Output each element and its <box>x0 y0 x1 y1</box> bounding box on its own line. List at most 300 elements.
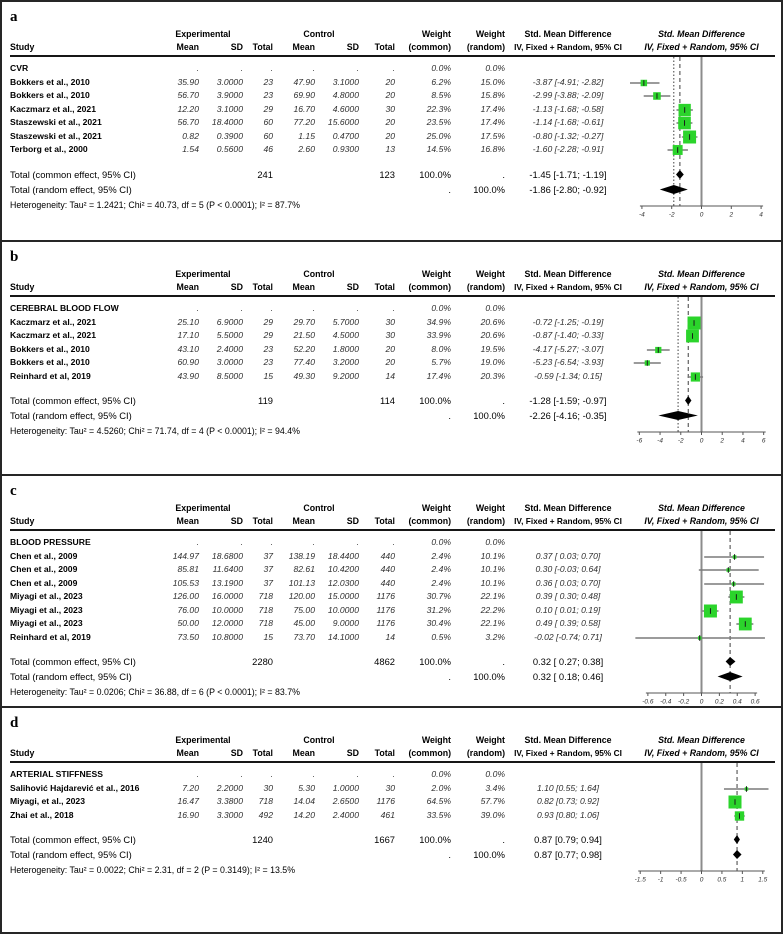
exp-sd: 2.2000 <box>216 782 243 793</box>
weight-common-header: Weight <box>421 503 451 513</box>
ctrl-mean: 82.61 <box>293 564 315 574</box>
total-smd-value: -1.28 [-1.59; -0.97] <box>529 395 607 406</box>
exp-total-header: Total <box>252 516 273 526</box>
exp-sd: 11.6400 <box>212 564 243 574</box>
ctrl-mean: 1.15 <box>298 130 315 141</box>
weight-random: 20.6% <box>480 330 505 340</box>
blank-dot: . <box>312 63 315 73</box>
total-smd-value: -1.45 [-1.71; -1.19] <box>529 168 607 180</box>
panel-label: b <box>10 249 19 265</box>
exp-mean-header: Mean <box>176 748 199 758</box>
exp-sd-header: SD <box>230 42 243 52</box>
blank-dot: . <box>356 63 359 73</box>
study-row <box>10 76 775 90</box>
ctrl-mean-header: Mean <box>292 516 315 526</box>
exp-total: 60 <box>263 130 273 141</box>
ctrl-sd: 10.0000 <box>327 604 359 615</box>
subgroup-row <box>10 536 775 550</box>
axis-tick-label: 1.5 <box>758 876 768 884</box>
ctrl-mean: 45.00 <box>293 618 315 628</box>
subgroup-weight-random: 0.0% <box>485 303 505 313</box>
panel-label: d <box>10 715 19 731</box>
table-body <box>10 302 775 436</box>
axis-tick-label: -4 <box>639 211 645 219</box>
subgroup-row <box>10 62 775 76</box>
plot-cell <box>628 316 775 330</box>
exp-mean: 126.00 <box>172 591 199 601</box>
ctrl-mean: 49.30 <box>293 370 315 381</box>
total-random-row <box>10 408 775 423</box>
total-weight-common: . <box>448 410 451 421</box>
total-smd-value: 0.32 [ 0.27; 0.38] <box>532 656 604 667</box>
exp-sd-header: SD <box>230 748 243 758</box>
plot-cell <box>628 550 775 564</box>
exp-total: 15 <box>263 631 273 642</box>
axis-tick-label: -1.5 <box>634 876 646 884</box>
weight-common: 2.4% <box>431 577 451 588</box>
axis-tick-label: 4 <box>741 437 745 445</box>
blank-dot: . <box>196 769 199 779</box>
blank-dot: . <box>240 303 243 313</box>
exp-sd: 0.5600 <box>216 144 243 154</box>
axis-tick-label: -0.5 <box>675 876 687 884</box>
ctrl-total: 20 <box>385 130 395 141</box>
exp-mean-header: Mean <box>176 282 199 292</box>
study-row <box>10 316 775 330</box>
weight-random: 22.2% <box>480 604 505 615</box>
study-row <box>10 809 775 823</box>
ctrl-total: 20 <box>385 90 395 100</box>
exp-sd: 12.0000 <box>211 618 243 628</box>
total-weight-common: 100.0% <box>419 168 451 180</box>
exp-total: 29 <box>263 330 273 340</box>
control-group-header: Control <box>303 735 335 745</box>
weight-common: 30.4% <box>426 618 451 628</box>
axis-tick-label: 0.5 <box>717 876 727 884</box>
exp-mean: 56.70 <box>177 90 199 100</box>
ctrl-total: 30 <box>385 782 395 793</box>
gap <box>10 157 775 167</box>
total-exp-n <box>246 669 276 684</box>
ctrl-sd: 4.5000 <box>332 330 359 340</box>
study-name: Chen et al., 2009 <box>10 550 78 561</box>
ctrl-total: 30 <box>385 330 395 340</box>
blank-dot: . <box>270 537 273 547</box>
ctrl-sd: 3.1000 <box>332 76 359 87</box>
weight-random-sub-header: (random) <box>466 282 505 292</box>
subgroup-weight-random: 0.0% <box>485 63 505 73</box>
weight-random: 57.7% <box>480 796 505 806</box>
smd-header-line2: IV, Fixed + Random, 95% CI <box>514 42 622 52</box>
weight-common: 34.9% <box>426 316 451 327</box>
smd-value: 1.10 [0.55; 1.64] <box>536 782 600 793</box>
weight-random: 20.6% <box>480 316 505 327</box>
weight-random: 16.8% <box>480 144 505 154</box>
blank-dot: . <box>240 769 243 779</box>
subgroup-row <box>10 768 775 782</box>
exp-total: 37 <box>263 577 273 588</box>
weight-random-header: Weight <box>475 269 505 279</box>
total-label: Total (random effect, 95% CI) <box>10 849 132 860</box>
total-label: Total (random effect, 95% CI) <box>10 671 132 682</box>
exp-total: 492 <box>258 809 273 820</box>
study-name: Zhai et al., 2018 <box>10 809 74 820</box>
blank-dot: . <box>392 537 395 547</box>
exp-total: 718 <box>258 796 273 806</box>
smd-header-line2: IV, Fixed + Random, 95% CI <box>514 282 622 292</box>
weight-random-sub-header: (random) <box>466 42 505 52</box>
exp-total: 37 <box>263 564 273 574</box>
weight-common: 2.0% <box>431 782 451 793</box>
weight-random-sub-header: (random) <box>466 748 505 758</box>
plot-header-line1: Std. Mean Difference <box>658 269 745 279</box>
total-smd-value: -2.26 [-4.16; -0.35] <box>529 410 607 421</box>
study-row <box>10 590 775 604</box>
ctrl-sd: 12.0300 <box>327 577 359 588</box>
control-group-header: Control <box>303 269 335 279</box>
axis-tick-label: -2 <box>668 211 675 219</box>
ctrl-total: 1176 <box>376 604 395 615</box>
study-col-header: Study <box>10 516 35 526</box>
axis-tick-label: -6 <box>636 437 643 445</box>
total-weight-common: 100.0% <box>419 395 451 406</box>
weight-common: 8.0% <box>431 343 451 354</box>
study-row <box>10 370 775 384</box>
table-body <box>10 536 775 697</box>
weight-common-sub-header: (common) <box>408 42 451 52</box>
total-common-row <box>10 654 775 669</box>
axis-tick-label: 6 <box>761 437 766 445</box>
weight-common: 30.7% <box>426 591 451 601</box>
exp-mean: 35.90 <box>177 76 199 87</box>
weight-random: 17.5% <box>480 130 505 141</box>
ctrl-sd: 3.2000 <box>332 357 359 367</box>
plot-cell <box>628 103 775 117</box>
study-row <box>10 116 775 130</box>
total-exp-n <box>246 182 276 197</box>
smd-value: -0.72 [-1.25; -0.19] <box>532 316 604 327</box>
gap <box>10 383 775 393</box>
axis-tick-label: 1 <box>740 876 745 884</box>
plot-cell <box>628 617 775 631</box>
total-ctrl-n <box>362 182 398 197</box>
weight-common: 33.9% <box>426 330 451 340</box>
exp-total-header: Total <box>252 748 273 758</box>
ctrl-total: 20 <box>385 76 395 87</box>
column-header <box>10 734 775 760</box>
total-label: Total (random effect, 95% CI) <box>10 410 132 421</box>
exp-mean: 50.00 <box>177 618 199 628</box>
smd-value: 0.36 [ 0.03; 0.70] <box>535 577 601 588</box>
exp-total: 718 <box>258 604 273 615</box>
axis-tick-label: -0.2 <box>678 698 690 706</box>
plot-cell <box>628 130 775 144</box>
ctrl-sd: 0.9300 <box>332 144 359 154</box>
smd-value: 0.30 [-0.03; 0.64] <box>535 564 601 574</box>
plot-cell <box>628 116 775 130</box>
exp-sd: 13.1900 <box>211 577 243 588</box>
plot-header-line2: IV, Fixed + Random, 95% CI <box>644 282 759 292</box>
exp-total: 37 <box>263 550 273 561</box>
smd-value: -5.23 [-6.54; -3.93] <box>532 357 604 367</box>
smd-value: -2.99 [-3.88; -2.09] <box>532 90 604 100</box>
smd-value: -0.59 [-1.34; 0.15] <box>534 370 602 381</box>
study-name: Kaczmarz et al., 2021 <box>10 330 96 340</box>
total-ctrl-n <box>362 408 398 423</box>
weight-common-header: Weight <box>421 735 451 745</box>
ctrl-mean: 77.40 <box>293 357 315 367</box>
total-smd-value: -1.86 [-2.80; -0.92] <box>529 183 607 195</box>
subgroup-weight-common: 0.0% <box>431 63 451 73</box>
study-name: Miyagi, et al., 2023 <box>10 796 85 806</box>
subgroup-weight-random: 0.0% <box>485 769 505 779</box>
exp-sd: 10.8000 <box>211 631 243 642</box>
ctrl-mean: 14.20 <box>293 809 315 820</box>
plot-header-line1: Std. Mean Difference <box>658 503 745 513</box>
study-row <box>10 89 775 103</box>
study-name: Miyagi et al., 2023 <box>10 618 83 628</box>
exp-total: 23 <box>263 76 273 87</box>
total-weight-common: 100.0% <box>419 656 451 667</box>
ctrl-mean-header: Mean <box>292 748 315 758</box>
ctrl-sd: 15.6000 <box>327 117 359 127</box>
ctrl-mean: 2.60 <box>298 144 315 154</box>
experimental-group-header: Experimental <box>175 503 231 513</box>
total-common-row <box>10 832 775 847</box>
weight-common: 2.4% <box>431 564 451 574</box>
panel-b <box>2 242 781 476</box>
blank-dot: . <box>270 769 273 779</box>
study-row <box>10 130 775 144</box>
ctrl-total-header: Total <box>374 282 395 292</box>
exp-mean: 73.50 <box>177 631 199 642</box>
blank-dot: . <box>356 303 359 313</box>
ctrl-total: 14 <box>385 631 395 642</box>
weight-random: 15.0% <box>480 76 505 87</box>
ctrl-sd-header: SD <box>346 748 359 758</box>
ctrl-sd: 2.6500 <box>332 796 359 806</box>
weight-random: 10.1% <box>480 550 505 561</box>
total-weight-random: . <box>502 834 505 845</box>
total-ctrl-n: 4862 <box>374 656 395 667</box>
ctrl-total-header: Total <box>374 748 395 758</box>
ctrl-total: 440 <box>380 564 395 574</box>
axis-tick-label: 0.6 <box>750 698 760 706</box>
exp-mean: 16.90 <box>177 809 199 820</box>
ctrl-total: 30 <box>385 103 395 114</box>
ctrl-total: 1176 <box>376 591 395 601</box>
ctrl-sd: 18.4400 <box>327 550 359 561</box>
subgroup-label: CVR <box>10 63 29 73</box>
weight-random: 39.0% <box>480 809 505 820</box>
blank-dot: . <box>270 303 273 313</box>
weight-common: 25.0% <box>426 130 451 141</box>
exp-sd: 2.4000 <box>216 343 243 354</box>
study-row <box>10 617 775 631</box>
total-smd-value: 0.87 [0.79; 0.94] <box>534 834 602 845</box>
header-rule <box>10 55 775 57</box>
plot-cell <box>628 370 775 384</box>
ctrl-mean: 138.19 <box>288 550 315 561</box>
exp-mean: 16.47 <box>177 796 199 806</box>
panel-label: c <box>10 483 17 499</box>
blank-dot: . <box>312 769 315 779</box>
ctrl-mean: 69.90 <box>293 90 315 100</box>
table-body <box>10 768 775 875</box>
smd-header-line1: Std. Mean Difference <box>524 735 612 745</box>
ctrl-sd: 9.2000 <box>332 370 359 381</box>
weight-common: 6.2% <box>431 76 451 87</box>
column-header <box>10 28 775 54</box>
study-name: Miyagi et al., 2023 <box>10 591 83 601</box>
exp-total: 60 <box>263 117 273 127</box>
weight-random: 22.1% <box>480 618 505 628</box>
smd-value: -0.02 [-0.74; 0.71] <box>534 631 602 642</box>
ctrl-total-header: Total <box>374 42 395 52</box>
axis-tick-label: 4 <box>759 211 763 219</box>
blank-dot: . <box>392 769 395 779</box>
smd-value: -1.13 [-1.68; -0.58] <box>532 103 604 114</box>
smd-value: 0.39 [ 0.30; 0.48] <box>535 591 601 601</box>
exp-total: 718 <box>258 618 273 628</box>
blank-dot: . <box>312 303 315 313</box>
blank-dot: . <box>196 63 199 73</box>
study-row <box>10 550 775 564</box>
ctrl-mean: 29.70 <box>293 316 315 327</box>
axis-tick-label: -1 <box>657 876 664 884</box>
exp-sd: 18.4000 <box>211 117 243 127</box>
blank-dot: . <box>240 63 243 73</box>
control-group-header: Control <box>303 503 335 513</box>
weight-random: 10.1% <box>480 564 505 574</box>
axis-tick-label: 0 <box>699 876 704 884</box>
blank-dot: . <box>196 537 199 547</box>
exp-total-header: Total <box>252 42 273 52</box>
weight-common: 31.2% <box>426 604 451 615</box>
exp-mean: 85.81 <box>177 564 199 574</box>
ctrl-total: 440 <box>380 577 395 588</box>
study-col-header: Study <box>10 42 35 52</box>
smd-header-line1: Std. Mean Difference <box>524 503 612 513</box>
weight-random: 3.4% <box>485 782 505 793</box>
blank-dot: . <box>196 303 199 313</box>
exp-mean: 1.54 <box>182 144 199 154</box>
header-rule <box>10 529 775 531</box>
exp-mean: 25.10 <box>177 316 199 327</box>
study-row <box>10 143 775 157</box>
smd-header-line1: Std. Mean Difference <box>524 29 612 39</box>
ctrl-total: 461 <box>380 809 395 820</box>
study-row <box>10 604 775 618</box>
experimental-group-header: Experimental <box>175 29 231 39</box>
exp-sd: 16.0000 <box>211 591 243 601</box>
exp-sd: 18.6800 <box>211 550 243 561</box>
study-name: Bokkers et al., 2010 <box>10 90 90 100</box>
weight-common-sub-header: (common) <box>408 516 451 526</box>
subgroup-weight-common: 0.0% <box>431 303 451 313</box>
ctrl-mean-header: Mean <box>292 282 315 292</box>
table-body <box>10 62 775 210</box>
study-col-header: Study <box>10 282 35 292</box>
ctrl-sd-header: SD <box>346 516 359 526</box>
smd-value: 0.10 [ 0.01; 0.19] <box>535 604 601 615</box>
smd-value: -3.87 [-4.91; -2.82] <box>532 76 604 87</box>
plot-header-line2: IV, Fixed + Random, 95% CI <box>644 748 759 758</box>
study-name: Reinhard et al, 2019 <box>10 370 91 381</box>
axis-tick-label: -0.4 <box>660 698 672 706</box>
ctrl-mean: 73.70 <box>293 631 315 642</box>
study-name: Bokkers et al., 2010 <box>10 76 90 87</box>
weight-common: 0.5% <box>431 631 451 642</box>
ctrl-sd: 1.0000 <box>332 782 359 793</box>
ctrl-total: 1176 <box>376 796 395 806</box>
total-common-row <box>10 393 775 408</box>
smd-value: -4.17 [-5.27; -3.07] <box>532 343 604 354</box>
exp-total: 29 <box>263 103 273 114</box>
ctrl-total-header: Total <box>374 516 395 526</box>
weight-random-header: Weight <box>475 503 505 513</box>
ctrl-sd: 15.0000 <box>327 591 359 601</box>
header-rule <box>10 295 775 297</box>
ctrl-mean: 52.20 <box>293 343 315 354</box>
ctrl-mean: 120.00 <box>288 591 315 601</box>
heterogeneity-text: Heterogeneity: Tau² = 4.5260; Chi² = 71.74, df = 4 (P < 0.0001); I² = 94.4% <box>10 426 300 436</box>
study-col-header: Study <box>10 748 35 758</box>
ctrl-total: 20 <box>385 357 395 367</box>
plot-header-line2: IV, Fixed + Random, 95% CI <box>644 516 759 526</box>
weight-common: 8.5% <box>431 90 451 100</box>
total-label: Total (common effect, 95% CI) <box>10 656 136 667</box>
ctrl-sd: 4.6000 <box>332 103 359 114</box>
ctrl-sd: 5.7000 <box>332 316 359 327</box>
total-exp-n: 1240 <box>252 834 273 845</box>
study-name: Terborg et al., 2000 <box>10 144 88 154</box>
weight-common: 14.5% <box>426 144 451 154</box>
ctrl-mean-header: Mean <box>292 42 315 52</box>
total-random-row <box>10 182 775 197</box>
control-group-header: Control <box>303 29 335 39</box>
blank-dot: . <box>240 537 243 547</box>
axis-tick-label: -0.6 <box>642 698 654 706</box>
ctrl-mean: 75.00 <box>293 604 315 615</box>
exp-sd-header: SD <box>230 282 243 292</box>
exp-sd: 3.3800 <box>216 796 243 806</box>
weight-random: 20.3% <box>480 370 505 381</box>
study-row <box>10 631 775 645</box>
total-exp-n <box>246 847 276 862</box>
blank-dot: . <box>270 63 273 73</box>
total-weight-random: 100.0% <box>473 671 505 682</box>
plot-cell <box>628 356 775 370</box>
plot-cell <box>628 143 775 157</box>
exp-mean: 76.00 <box>177 604 199 615</box>
ctrl-total: 13 <box>385 144 395 154</box>
plot-cell <box>628 343 775 357</box>
exp-sd: 5.5000 <box>216 330 243 340</box>
study-name: Bokkers et al., 2010 <box>10 343 90 354</box>
smd-value: 0.49 [ 0.39; 0.58] <box>535 618 601 628</box>
experimental-group-header: Experimental <box>175 269 231 279</box>
study-row <box>10 356 775 370</box>
axis-tick-label: 2 <box>729 211 734 219</box>
ctrl-sd-header: SD <box>346 282 359 292</box>
weight-common: 33.5% <box>426 809 451 820</box>
ctrl-sd: 14.1000 <box>327 631 359 642</box>
plot-cell <box>628 329 775 343</box>
total-weight-common: . <box>448 671 451 682</box>
plot-header-line1: Std. Mean Difference <box>658 735 745 745</box>
exp-mean-header: Mean <box>176 516 199 526</box>
